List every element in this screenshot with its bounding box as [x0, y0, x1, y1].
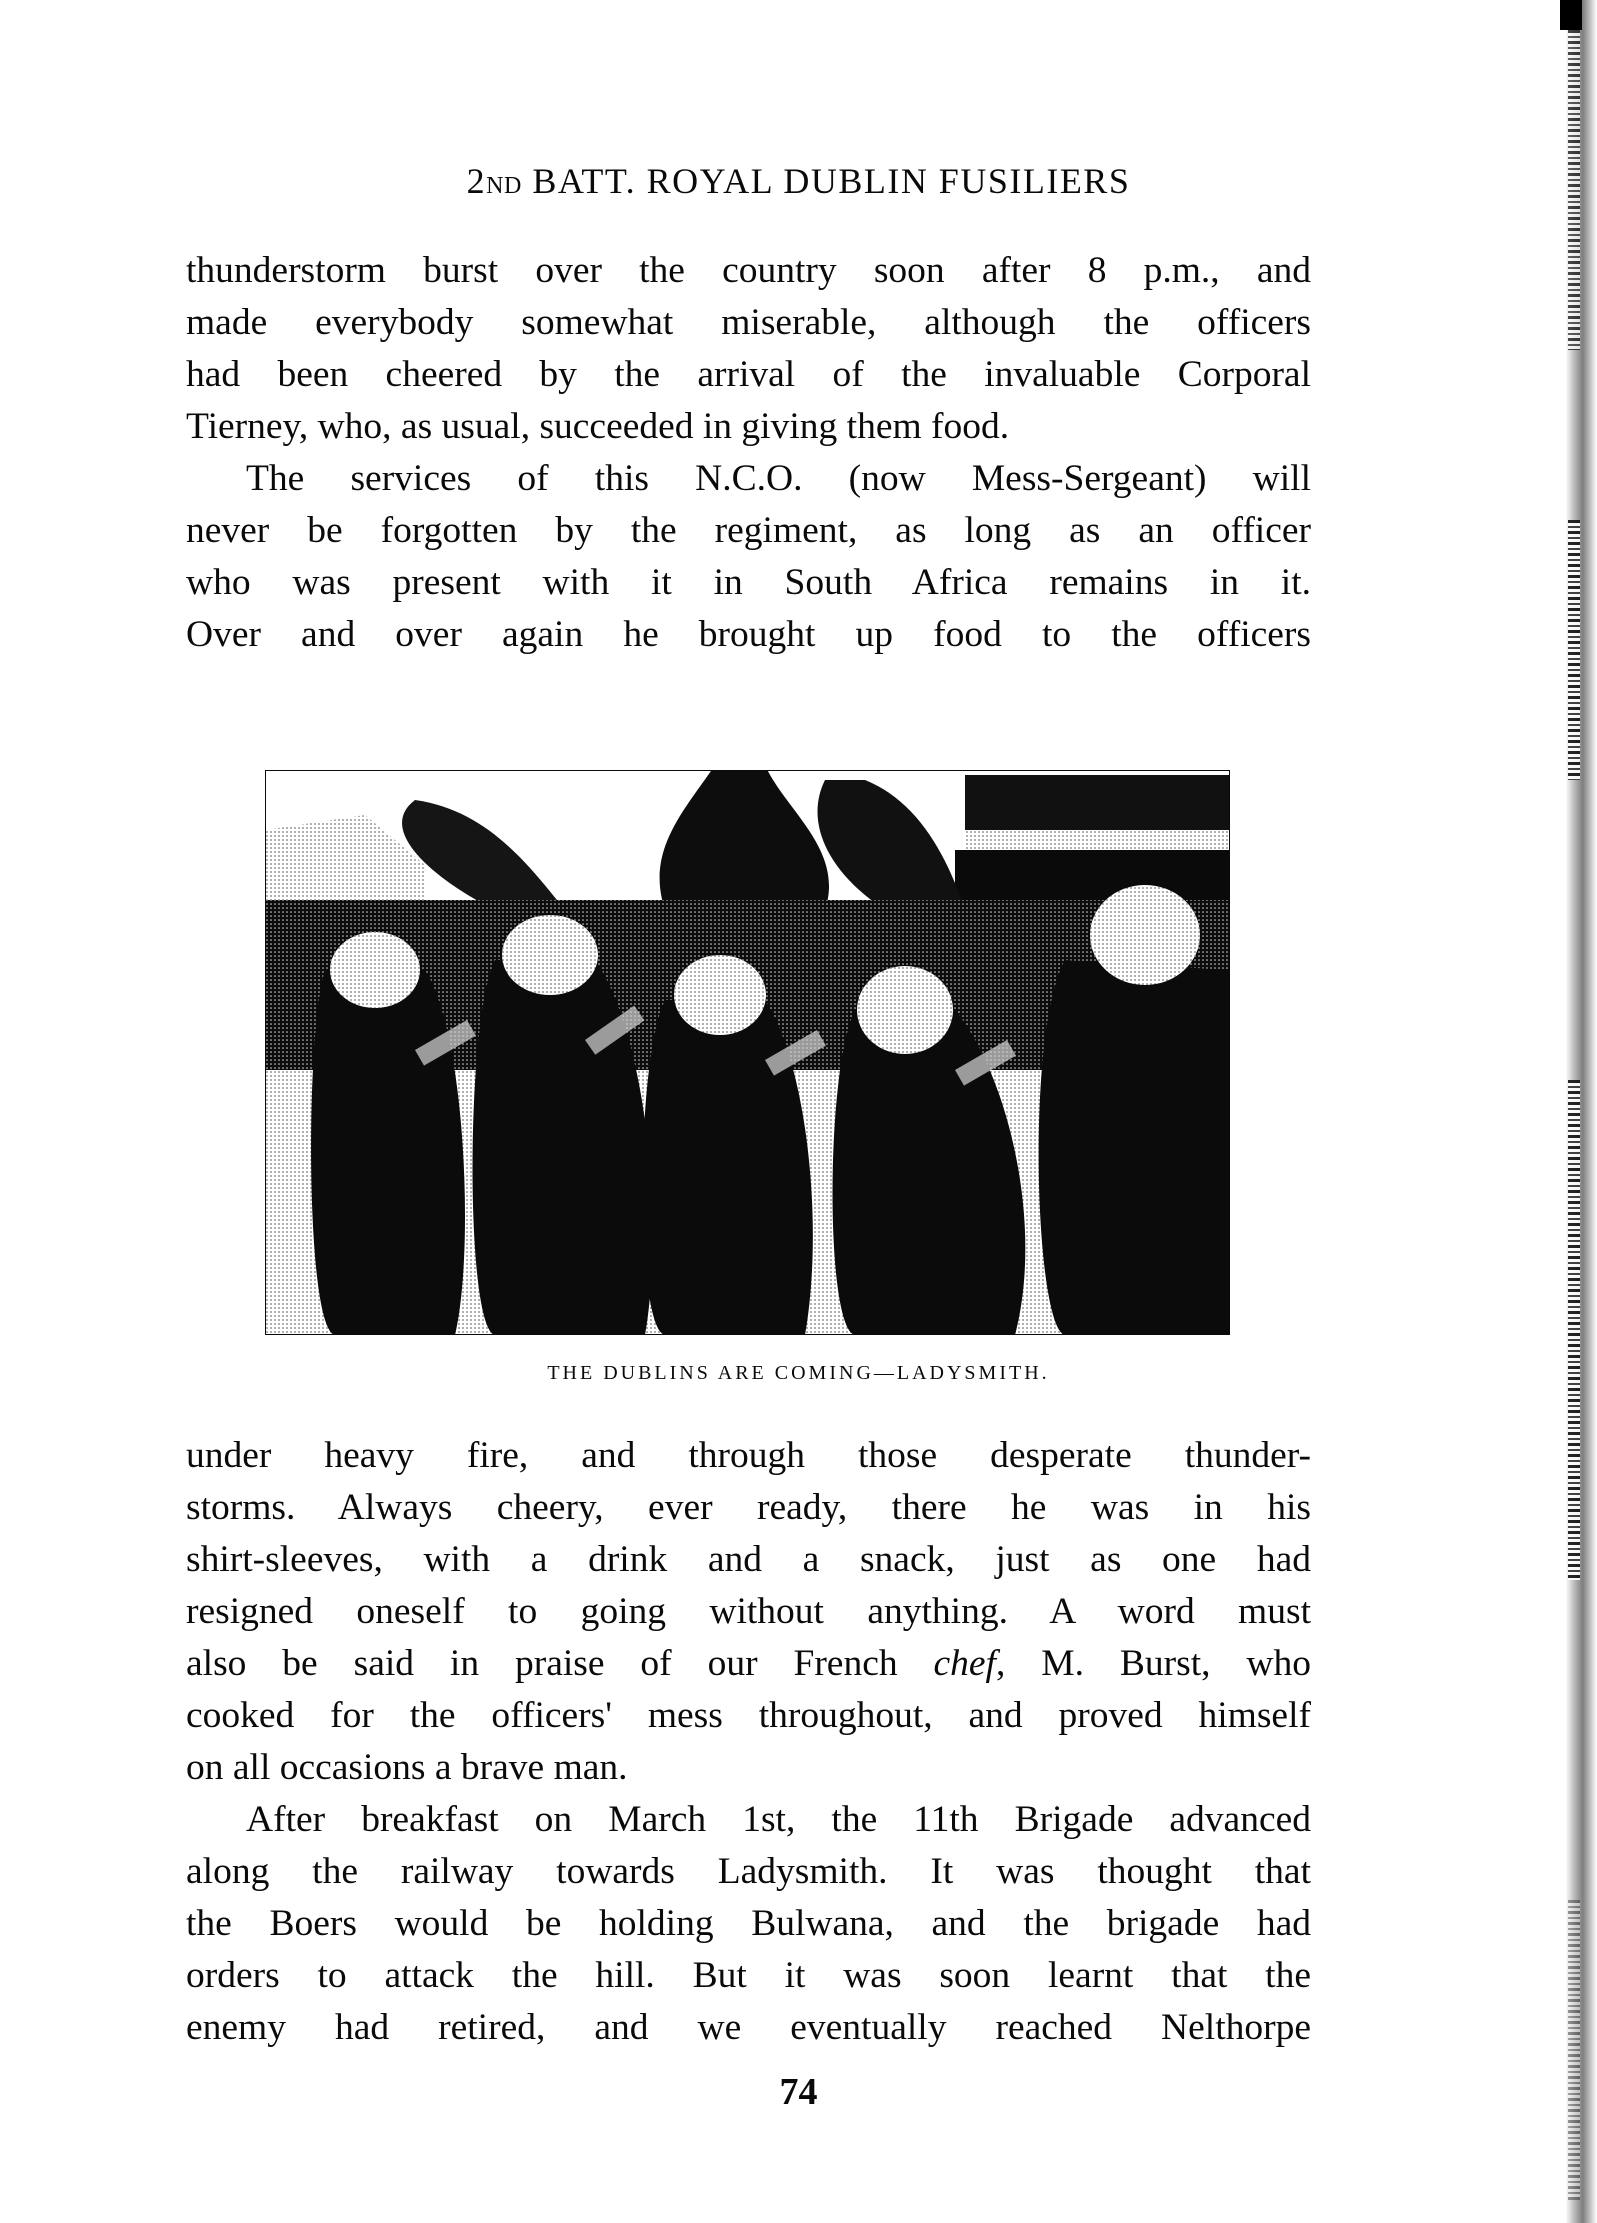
text-line: cooked for the officers' mess throughout, and proved himself — [186, 1695, 1311, 1736]
helmet — [857, 966, 953, 1054]
helmet — [1090, 885, 1200, 985]
header-title: BATT. ROYAL DUBLIN FUSILIERS — [532, 161, 1131, 201]
paragraph — [186, 245, 1311, 453]
helmet — [502, 915, 598, 995]
paragraph — [186, 1794, 1311, 2054]
text-line: After breakfast on March 1st, the 11th Brigade advanced — [246, 1799, 1311, 1840]
text-line: on all occasions a brave man. — [186, 1747, 628, 1788]
binding-mark — [1560, 0, 1582, 30]
halftone-photo — [265, 770, 1230, 1335]
running-header — [0, 160, 1597, 202]
text-line: along the railway towards Ladysmith. It was thought that — [186, 1851, 1311, 1892]
text-line: The services of this N.C.O. (now Mess-Sergeant) will — [246, 458, 1311, 499]
text-span: also be said in praise of our French — [186, 1643, 934, 1684]
photograph-dublins-ladysmith — [265, 770, 1230, 1335]
body-text-top — [186, 245, 1311, 661]
text-line: Tierney, who, as usual, succeeded in giving them food. — [186, 406, 1010, 447]
text-line: had been cheered by the arrival of the invaluable Corporal — [186, 354, 1311, 395]
binding-shadow — [1568, 520, 1580, 780]
text-line: orders to attack the hill. But it was soon learnt that the — [186, 1955, 1311, 1996]
page-number: 74 — [779, 2071, 818, 2113]
scanned-binding-edge — [1540, 0, 1597, 2223]
binding-shadow — [1568, 1080, 1580, 1580]
text-line: the Boers would be holding Bulwana, and the brigade had — [186, 1903, 1311, 1944]
text-line: never be forgotten by the regiment, as long as an officer — [186, 510, 1311, 551]
text-line: Over and over again he brought up food to the officers — [186, 614, 1311, 655]
figure-caption: THE DUBLINS ARE COMING—LADYSMITH. — [547, 1362, 1050, 1384]
text-line: thunderstorm burst over the country soon after 8 p.m., and — [186, 250, 1311, 291]
body-text-bottom — [186, 1430, 1311, 2054]
figure — [265, 770, 1230, 1335]
text-line — [186, 1638, 1311, 1690]
text-line: enemy had retired, and we eventually reached Nelthorpe — [186, 2007, 1311, 2048]
text-line: under heavy fire, and through those desperate thunder- — [186, 1435, 1311, 1476]
text-span: , M. Burst, who — [995, 1643, 1311, 1684]
text-line: made everybody somewhat miserable, although the officers — [186, 302, 1311, 343]
italic-word-chef: chef — [933, 1643, 996, 1684]
paragraph — [186, 453, 1311, 661]
text-line: resigned oneself to going without anything. A word must — [186, 1591, 1311, 1632]
header-ordinal-number: 2 — [466, 161, 487, 201]
helmet — [674, 955, 766, 1035]
soldier — [311, 970, 465, 1335]
header-ordinal-suffix: ND — [486, 173, 522, 199]
right-building-roof — [965, 775, 1230, 835]
paragraph — [186, 1430, 1311, 1794]
binding-shadow — [1568, 1900, 1580, 2200]
helmet — [330, 932, 420, 1008]
soldier — [1039, 960, 1230, 1335]
text-line: shirt-sleeves, with a drink and a snack, just as one had — [186, 1539, 1311, 1580]
text-line: storms. Always cheery, ever ready, there he was in his — [186, 1487, 1311, 1528]
text-line: who was present with it in South Africa remains in it. — [186, 562, 1311, 603]
header-ordinal — [467, 161, 522, 201]
